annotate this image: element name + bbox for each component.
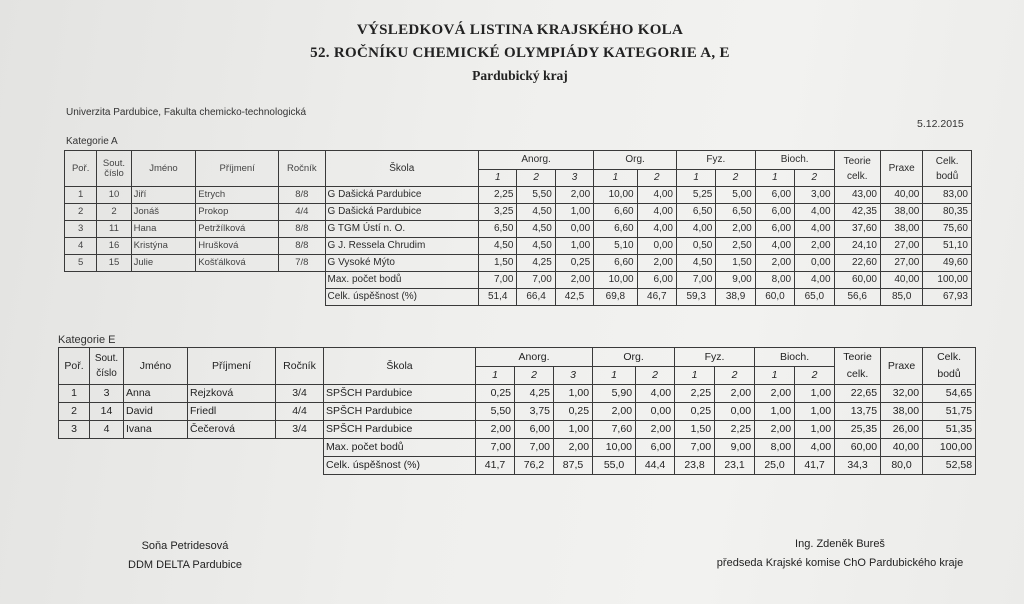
cell-a3: 0,00: [555, 221, 593, 238]
cell-o2: 2,00: [637, 255, 676, 272]
cell-o1: 6,60: [594, 255, 637, 272]
cell-o1: 7,60: [593, 421, 636, 439]
cell-a1: 3,25: [479, 204, 517, 221]
cell-celk: 75,60: [923, 221, 972, 238]
col-header-bioch: Bioch.: [755, 151, 834, 170]
cell-celk: 51,75: [923, 403, 976, 421]
success-cell: 23,1: [715, 457, 755, 475]
cell-cislo: 4: [90, 421, 124, 439]
title-line-2: 52. ROČNÍKU CHEMICKÉ OLYMPIÁDY KATEGORIE A, E: [310, 45, 730, 61]
cell-jmeno: Julie: [131, 255, 196, 272]
cell-a1: 1,50: [479, 255, 517, 272]
max-cell: 9,00: [715, 439, 755, 457]
cell-f2: 5,00: [716, 187, 755, 204]
cell-f1: 2,25: [675, 385, 715, 403]
col-header-jmeno: Jméno: [131, 151, 196, 187]
cell-o1: 6,60: [594, 221, 637, 238]
table-row: [59, 421, 976, 439]
category-e-table: [58, 347, 976, 475]
max-cell: 9,00: [716, 272, 755, 289]
col-header-org: Org.: [593, 348, 675, 367]
cell-cislo: 11: [97, 221, 131, 238]
cell-por: 1: [65, 187, 97, 204]
cell-b1: 6,00: [755, 221, 794, 238]
success-cell: 76,2: [515, 457, 554, 475]
sub-header: 1: [594, 170, 637, 187]
col-header-bioch: Bioch.: [755, 348, 835, 367]
success-cell: 23,8: [675, 457, 715, 475]
col-header-fyz: Fyz.: [675, 348, 755, 367]
col-header-anorg: Anorg.: [479, 151, 594, 170]
max-cell: 100,00: [923, 439, 976, 457]
sub-header: 1: [476, 367, 515, 385]
success-cell: 25,0: [755, 457, 795, 475]
header-row: [65, 151, 972, 170]
cell-praxe: 27,00: [880, 238, 922, 255]
institution-line: Univerzita Pardubice, Fakulta chemicko-technologická: [66, 107, 307, 118]
cell-cislo: 3: [90, 385, 124, 403]
cell-a2: 6,00: [515, 421, 554, 439]
sub-header: 2: [637, 170, 676, 187]
cell-celk: 49,60: [923, 255, 972, 272]
col-header-teorie: Teorie celk.: [835, 348, 881, 385]
max-cell: 8,00: [755, 272, 794, 289]
col-header-rocnik: Ročník: [279, 151, 325, 187]
cell-prijmeni: Friedl: [188, 403, 276, 421]
cell-por: 3: [65, 221, 97, 238]
success-cell: 51,4: [479, 289, 517, 306]
success-cell: 59,3: [676, 289, 715, 306]
cell-o1: 2,00: [593, 403, 636, 421]
max-cell: 7,00: [476, 439, 515, 457]
max-cell: 60,00: [834, 272, 880, 289]
cell-rocnik: 8/8: [279, 187, 325, 204]
cell-prijmeni: Čečerová: [188, 421, 276, 439]
cell-b2: 1,00: [795, 385, 835, 403]
cell-o1: 6,60: [594, 204, 637, 221]
col-header-skola: Škola: [325, 151, 479, 187]
cell-b2: 0,00: [795, 255, 834, 272]
success-cell: 60,0: [755, 289, 794, 306]
cell-o1: 5,10: [594, 238, 637, 255]
cell-cislo: 16: [97, 238, 131, 255]
cell-f2: 6,50: [716, 204, 755, 221]
sub-header: 2: [795, 170, 834, 187]
cell-skola: G TGM Ústí n. O.: [325, 221, 479, 238]
col-header-praxe: Praxe: [880, 151, 922, 187]
signature-left-name: Soňa Petridesová: [141, 540, 229, 552]
table-row: [59, 403, 976, 421]
success-cell: 65,0: [795, 289, 834, 306]
cell-a2: 5,50: [517, 187, 555, 204]
cell-rocnik: 4/4: [276, 403, 324, 421]
sub-header: 2: [795, 367, 835, 385]
cell-a2: 4,50: [517, 204, 555, 221]
cell-rocnik: 8/8: [279, 221, 325, 238]
sub-header: 1: [479, 170, 517, 187]
cell-o2: 4,00: [637, 221, 676, 238]
cell-por: 2: [59, 403, 90, 421]
cell-f2: 2,00: [715, 385, 755, 403]
cell-jmeno: Jonáš: [131, 204, 196, 221]
col-header-fyz: Fyz.: [676, 151, 755, 170]
cell-prijmeni: Petržílková: [196, 221, 279, 238]
cell-cislo: 14: [90, 403, 124, 421]
max-cell: 10,00: [594, 272, 637, 289]
sub-header: 1: [755, 170, 794, 187]
max-cell: 7,00: [675, 439, 715, 457]
cell-o2: 0,00: [637, 238, 676, 255]
max-cell: 7,00: [479, 272, 517, 289]
col-header-praxe: Praxe: [881, 348, 923, 385]
sub-header: 2: [517, 170, 555, 187]
cell-f2: 1,50: [716, 255, 755, 272]
cell-a1: 6,50: [479, 221, 517, 238]
cell-rocnik: 8/8: [279, 238, 325, 255]
col-header-prijmeni: Příjmení: [196, 151, 279, 187]
table-row: [65, 187, 972, 204]
signature-left: [105, 540, 265, 578]
cell-rocnik: 3/4: [276, 385, 324, 403]
title-line-1: VÝSLEDKOVÁ LISTINA KRAJSKÉHO KOLA: [356, 22, 684, 38]
cell-b1: 2,00: [755, 255, 794, 272]
sub-header: 2: [716, 170, 755, 187]
table-row: [59, 385, 976, 403]
cell-b2: 1,00: [795, 403, 835, 421]
cell-a3: 1,00: [554, 421, 593, 439]
cell-por: 4: [65, 238, 97, 255]
max-cell: 100,00: [923, 272, 972, 289]
cell-f2: 0,00: [715, 403, 755, 421]
signature-right-role: předseda Krajské komise ChO Pardubického kraje: [716, 557, 964, 569]
max-cell: 4,00: [795, 439, 835, 457]
success-row: [65, 289, 972, 306]
success-cell: 56,6: [834, 289, 880, 306]
header-row: [59, 348, 976, 367]
cell-a3: 1,00: [555, 204, 593, 221]
max-cell: 60,00: [835, 439, 881, 457]
cell-a1: 4,50: [479, 238, 517, 255]
cell-cislo: 10: [97, 187, 131, 204]
cell-jmeno: Jiří: [131, 187, 196, 204]
max-points-label: Max. počet bodů: [324, 439, 476, 457]
success-cell: 42,5: [555, 289, 593, 306]
table-row: [65, 221, 972, 238]
cell-o2: 0,00: [636, 403, 675, 421]
cell-praxe: 26,00: [881, 421, 923, 439]
max-cell: 10,00: [593, 439, 636, 457]
category-a-table: [64, 150, 972, 306]
cell-cislo: 2: [97, 204, 131, 221]
signature-right: [690, 538, 990, 576]
max-cell: 40,00: [880, 272, 922, 289]
col-header-soutezni-cislo: Sout. číslo: [90, 348, 124, 385]
cell-a1: 2,00: [476, 421, 515, 439]
cell-a1: 5,50: [476, 403, 515, 421]
cell-b2: 4,00: [795, 204, 834, 221]
cell-skola: SPŠCH Pardubice: [324, 421, 476, 439]
cell-f1: 4,50: [676, 255, 715, 272]
max-cell: 8,00: [755, 439, 795, 457]
cell-teorie: 22,65: [835, 385, 881, 403]
cell-f1: 6,50: [676, 204, 715, 221]
cell-jmeno: David: [124, 403, 188, 421]
cell-skola: G Dašická Pardubice: [325, 204, 479, 221]
cell-f2: 2,00: [716, 221, 755, 238]
cell-por: 5: [65, 255, 97, 272]
cell-a3: 0,25: [554, 403, 593, 421]
cell-teorie: 25,35: [835, 421, 881, 439]
cell-por: 3: [59, 421, 90, 439]
success-cell: 67,93: [923, 289, 972, 306]
sub-header: 2: [715, 367, 755, 385]
cell-prijmeni: Košťálková: [196, 255, 279, 272]
sub-header: 3: [555, 170, 593, 187]
max-cell: 2,00: [554, 439, 593, 457]
col-header-prijmeni: Příjmení: [188, 348, 276, 385]
cell-b1: 6,00: [755, 187, 794, 204]
cell-o2: 4,00: [637, 187, 676, 204]
cell-o1: 10,00: [594, 187, 637, 204]
cell-teorie: 37,60: [834, 221, 880, 238]
col-header-teorie: Teorie celk.: [834, 151, 880, 187]
cell-por: 2: [65, 204, 97, 221]
cell-b1: 6,00: [755, 204, 794, 221]
max-cell: 7,00: [676, 272, 715, 289]
sub-header: 2: [515, 367, 554, 385]
cell-b2: 2,00: [795, 238, 834, 255]
cell-jmeno: Kristýna: [131, 238, 196, 255]
document-date: 5.12.2015: [917, 118, 964, 130]
max-cell: 6,00: [637, 272, 676, 289]
cell-skola: SPŠCH Pardubice: [324, 385, 476, 403]
cell-b1: 2,00: [755, 421, 795, 439]
cell-a2: 4,25: [515, 385, 554, 403]
cell-b1: 2,00: [755, 385, 795, 403]
max-cell: 6,00: [636, 439, 675, 457]
cell-celk: 83,00: [923, 187, 972, 204]
success-label: Celk. úspěšnost (%): [325, 289, 479, 306]
cell-a3: 0,25: [555, 255, 593, 272]
cell-f1: 0,50: [676, 238, 715, 255]
col-header-skola: Škola: [324, 348, 476, 385]
category-e-label: Kategorie E: [58, 334, 116, 346]
success-cell: 34,3: [835, 457, 881, 475]
cell-praxe: 40,00: [880, 187, 922, 204]
cell-f1: 5,25: [676, 187, 715, 204]
col-header-poradi: Poř.: [65, 151, 97, 187]
cell-a3: 1,00: [555, 238, 593, 255]
col-header-celk: Celk. bodů: [923, 151, 972, 187]
cell-teorie: 24,10: [834, 238, 880, 255]
success-cell: 55,0: [593, 457, 636, 475]
success-row: [59, 457, 976, 475]
cell-cislo: 15: [97, 255, 131, 272]
col-header-anorg: Anorg.: [476, 348, 593, 367]
sub-header: 3: [554, 367, 593, 385]
cell-celk: 54,65: [923, 385, 976, 403]
cell-b2: 4,00: [795, 221, 834, 238]
cell-praxe: 38,00: [880, 221, 922, 238]
sub-header: 1: [676, 170, 715, 187]
table-row: [65, 238, 972, 255]
cell-teorie: 22,60: [834, 255, 880, 272]
cell-a3: 1,00: [554, 385, 593, 403]
success-cell: 69,8: [594, 289, 637, 306]
col-header-poradi: Poř.: [59, 348, 90, 385]
cell-a1: 0,25: [476, 385, 515, 403]
success-cell: 80,0: [881, 457, 923, 475]
cell-b2: 3,00: [795, 187, 834, 204]
cell-prijmeni: Hrušková: [196, 238, 279, 255]
cell-skola: SPŠCH Pardubice: [324, 403, 476, 421]
table-row: [65, 204, 972, 221]
col-header-jmeno: Jméno: [124, 348, 188, 385]
max-cell: 2,00: [555, 272, 593, 289]
col-header-soutezni-cislo: Sout. číslo: [97, 151, 131, 187]
cell-teorie: 42,35: [834, 204, 880, 221]
cell-skola: G Dašická Pardubice: [325, 187, 479, 204]
signature-right-name: Ing. Zdeněk Bureš: [795, 538, 885, 550]
cell-praxe: 38,00: [881, 403, 923, 421]
signature-left-org: DDM DELTA Pardubice: [128, 559, 242, 571]
sub-header: 1: [755, 367, 795, 385]
success-cell: 52,58: [923, 457, 976, 475]
success-cell: 66,4: [517, 289, 555, 306]
max-points-label: Max. počet bodů: [325, 272, 479, 289]
table-row: [65, 255, 972, 272]
cell-celk: 51,35: [923, 421, 976, 439]
cell-jmeno: Anna: [124, 385, 188, 403]
col-header-org: Org.: [594, 151, 677, 170]
success-cell: 38,9: [716, 289, 755, 306]
success-cell: 44,4: [636, 457, 675, 475]
cell-b2: 1,00: [795, 421, 835, 439]
cell-teorie: 43,00: [834, 187, 880, 204]
max-points-row: [59, 439, 976, 457]
cell-praxe: 38,00: [880, 204, 922, 221]
cell-f1: 1,50: [675, 421, 715, 439]
cell-skola: G J. Ressela Chrudim: [325, 238, 479, 255]
success-label: Celk. úspěšnost (%): [324, 457, 476, 475]
success-cell: 41,7: [795, 457, 835, 475]
cell-o2: 4,00: [637, 204, 676, 221]
success-cell: 85,0: [880, 289, 922, 306]
cell-skola: G Vysoké Mýto: [325, 255, 479, 272]
region-subtitle: Pardubický kraj: [472, 68, 568, 83]
cell-f1: 0,25: [675, 403, 715, 421]
cell-jmeno: Hana: [131, 221, 196, 238]
cell-a2: 4,50: [517, 238, 555, 255]
cell-a1: 2,25: [479, 187, 517, 204]
max-cell: 7,00: [515, 439, 554, 457]
cell-o1: 5,90: [593, 385, 636, 403]
cell-o2: 2,00: [636, 421, 675, 439]
cell-praxe: 27,00: [880, 255, 922, 272]
cell-prijmeni: Rejzková: [188, 385, 276, 403]
success-cell: 87,5: [554, 457, 593, 475]
cell-rocnik: 7/8: [279, 255, 325, 272]
sub-header: 2: [636, 367, 675, 385]
cell-celk: 80,35: [923, 204, 972, 221]
cell-a2: 3,75: [515, 403, 554, 421]
cell-f2: 2,25: [715, 421, 755, 439]
max-cell: 4,00: [795, 272, 834, 289]
cell-rocnik: 4/4: [279, 204, 325, 221]
cell-teorie: 13,75: [835, 403, 881, 421]
col-header-rocnik: Ročník: [276, 348, 324, 385]
sub-header: 1: [675, 367, 715, 385]
max-cell: 40,00: [881, 439, 923, 457]
cell-por: 1: [59, 385, 90, 403]
cell-a2: 4,50: [517, 221, 555, 238]
success-cell: 41,7: [476, 457, 515, 475]
category-a-label: Kategorie A: [66, 136, 118, 147]
max-cell: 7,00: [517, 272, 555, 289]
cell-b1: 1,00: [755, 403, 795, 421]
cell-prijmeni: Prokop: [196, 204, 279, 221]
cell-o2: 4,00: [636, 385, 675, 403]
cell-jmeno: Ivana: [124, 421, 188, 439]
cell-a2: 4,25: [517, 255, 555, 272]
col-header-celk: Celk. bodů: [923, 348, 976, 385]
cell-praxe: 32,00: [881, 385, 923, 403]
success-cell: 46,7: [637, 289, 676, 306]
max-points-row: [65, 272, 972, 289]
cell-b1: 4,00: [755, 238, 794, 255]
cell-celk: 51,10: [923, 238, 972, 255]
cell-rocnik: 3/4: [276, 421, 324, 439]
cell-f1: 4,00: [676, 221, 715, 238]
cell-f2: 2,50: [716, 238, 755, 255]
sub-header: 1: [593, 367, 636, 385]
cell-prijmeni: Etrych: [196, 187, 279, 204]
cell-a3: 2,00: [555, 187, 593, 204]
